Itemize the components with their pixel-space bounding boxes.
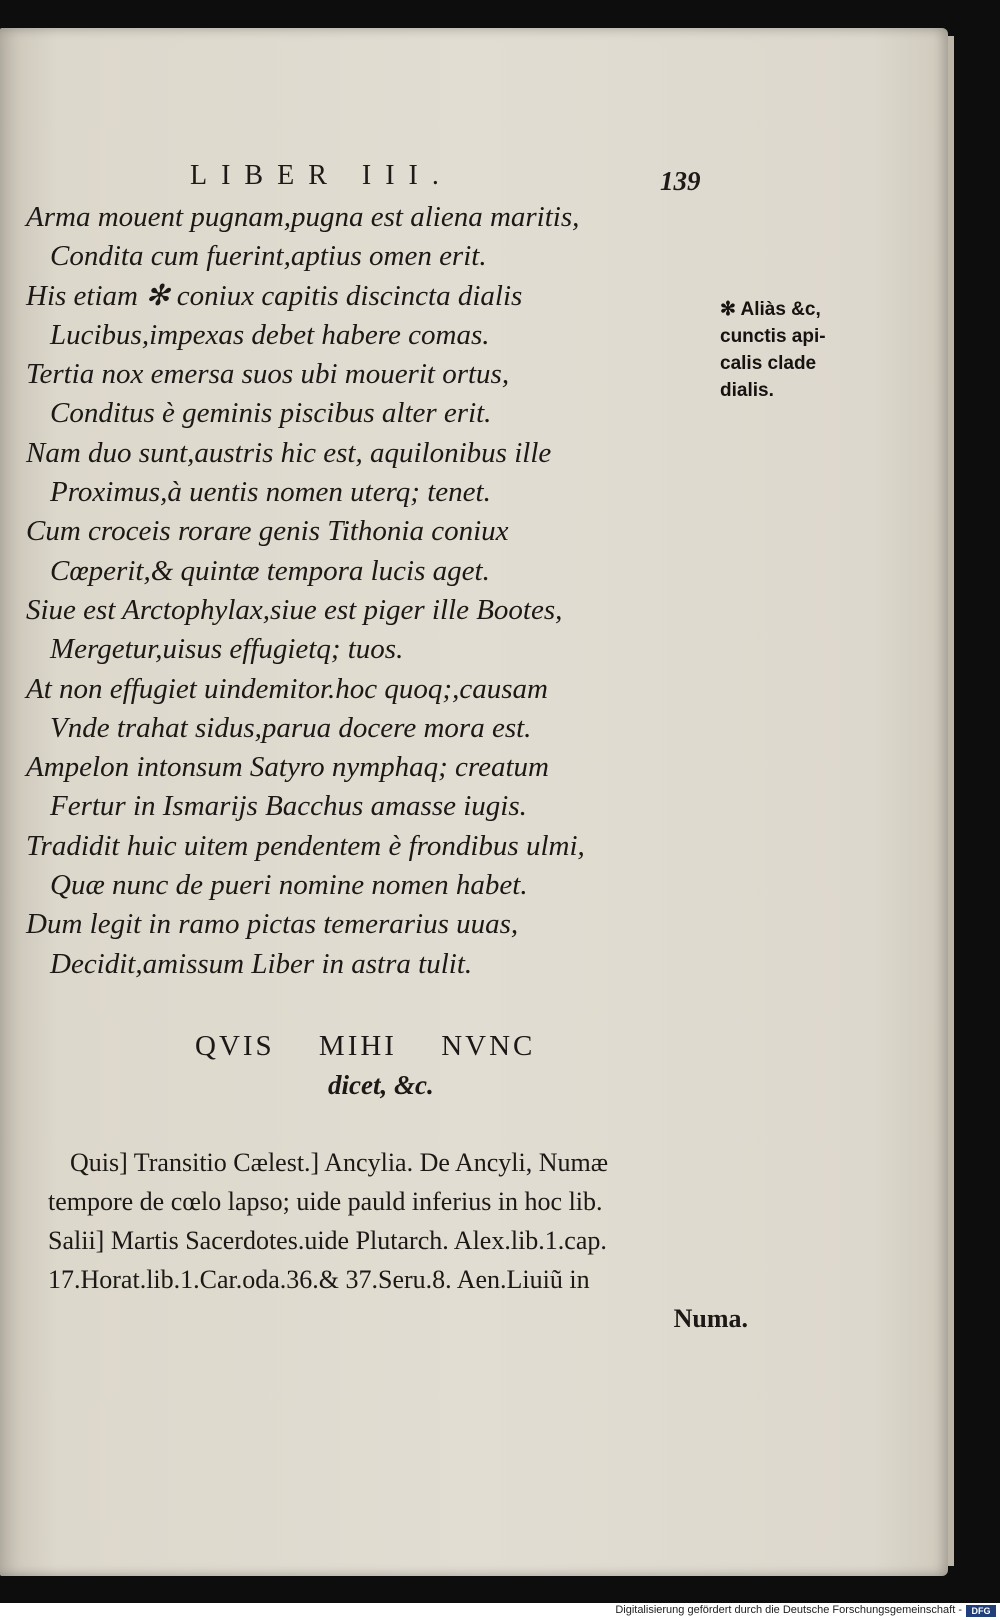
verse-line: Cum croceis rorare genis Tithonia coniux — [26, 515, 509, 548]
page-edge — [948, 36, 954, 1566]
verse-line: Dum legit in ramo pictas temerarius uuas, — [26, 908, 519, 941]
verse-line: Conditus è geminis piscibus alter erit. — [50, 397, 492, 430]
verse-line: Siue est Arctophylax,siue est piger ille Bootes, — [26, 593, 563, 626]
section-title-word: NVNC — [441, 1030, 536, 1062]
verse-line: Tertia nox emersa suos ubi mouerit ortus, — [26, 358, 510, 391]
verse-line: Arma mouent pugnam,pugna est aliena maritis, — [26, 201, 580, 233]
commentary-line: 17.Horat.lib.1.Car.oda.36.& 37.Seru.8. Aen.Liuiũ in — [48, 1265, 590, 1294]
verse-line: Mergetur,uisus effugietq; tuos. — [50, 633, 404, 666]
marginal-note-line: dialis. — [720, 380, 774, 401]
section-title-word: MIHI — [318, 1030, 397, 1062]
page-number: 139 — [660, 166, 701, 196]
section-subtitle: dicet, &c. — [328, 1070, 434, 1100]
verse-line: At non effugiet uindemitor.hoc quoq;,causam — [26, 672, 548, 705]
verse-line: Quæ nunc de pueri nomine nomen habet. — [50, 869, 528, 902]
commentary-line: Salii] Martis Sacerdotes.uide Plutarch. Alex.lib.1.cap. — [48, 1226, 607, 1255]
commentary-line: tempore de cœlo lapso; uide pauld inferius in hoc lib. — [48, 1187, 603, 1216]
marginal-note-line: cunctis api- — [720, 326, 826, 347]
verse-block — [26, 198, 666, 984]
verse-line: Proximus,à uentis nomen uterq; tenet. — [50, 476, 491, 509]
verse-line: Cœperit,& quintæ tempora lucis aget. — [50, 554, 490, 587]
marginal-note-line: ✻ Aliàs &c, — [720, 299, 821, 320]
verse-line: Ampelon intonsum Satyro nymphaq; creatum — [26, 751, 549, 784]
verse-line: Tradidit huic uitem pendentem è frondibus ulmi, — [26, 829, 585, 862]
verse-line: Lucibus,impexas debet habere comas. — [50, 318, 490, 351]
commentary-line: Numa. — [673, 1304, 748, 1333]
verse-line: Nam duo sunt,austris hic est, aquilonibus ille — [26, 436, 552, 469]
dfg-logo-icon: DFG — [966, 1605, 996, 1617]
verse-line: His etiam ✻ coniux capitis discincta dialis — [26, 279, 523, 312]
commentary-block — [48, 1143, 748, 1338]
verse-line: Fertur in Ismarijs Bacchus amasse iugis. — [50, 790, 527, 823]
verse-line: Vnde trahat sidus,parua docere mora est. — [50, 711, 532, 744]
section-title — [195, 1030, 569, 1063]
verse-line: Condita cum fuerint,aptius omen erit. — [50, 240, 487, 273]
marginal-note — [720, 296, 870, 404]
section-title-word: QVIS — [195, 1030, 275, 1062]
running-head: LIBER III. — [190, 160, 453, 191]
commentary-line: Quis] Transitio Cælest.] Ancylia. De Ancyli, Numæ — [70, 1148, 609, 1177]
marginal-note-line: calis clade — [720, 353, 817, 374]
digitization-credit: Digitalisierung gefördert durch die Deutsche Forschungsgemeinschaft - — [615, 1604, 962, 1616]
verse-line: Decidit,amissum Liber in astra tulit. — [50, 947, 473, 980]
